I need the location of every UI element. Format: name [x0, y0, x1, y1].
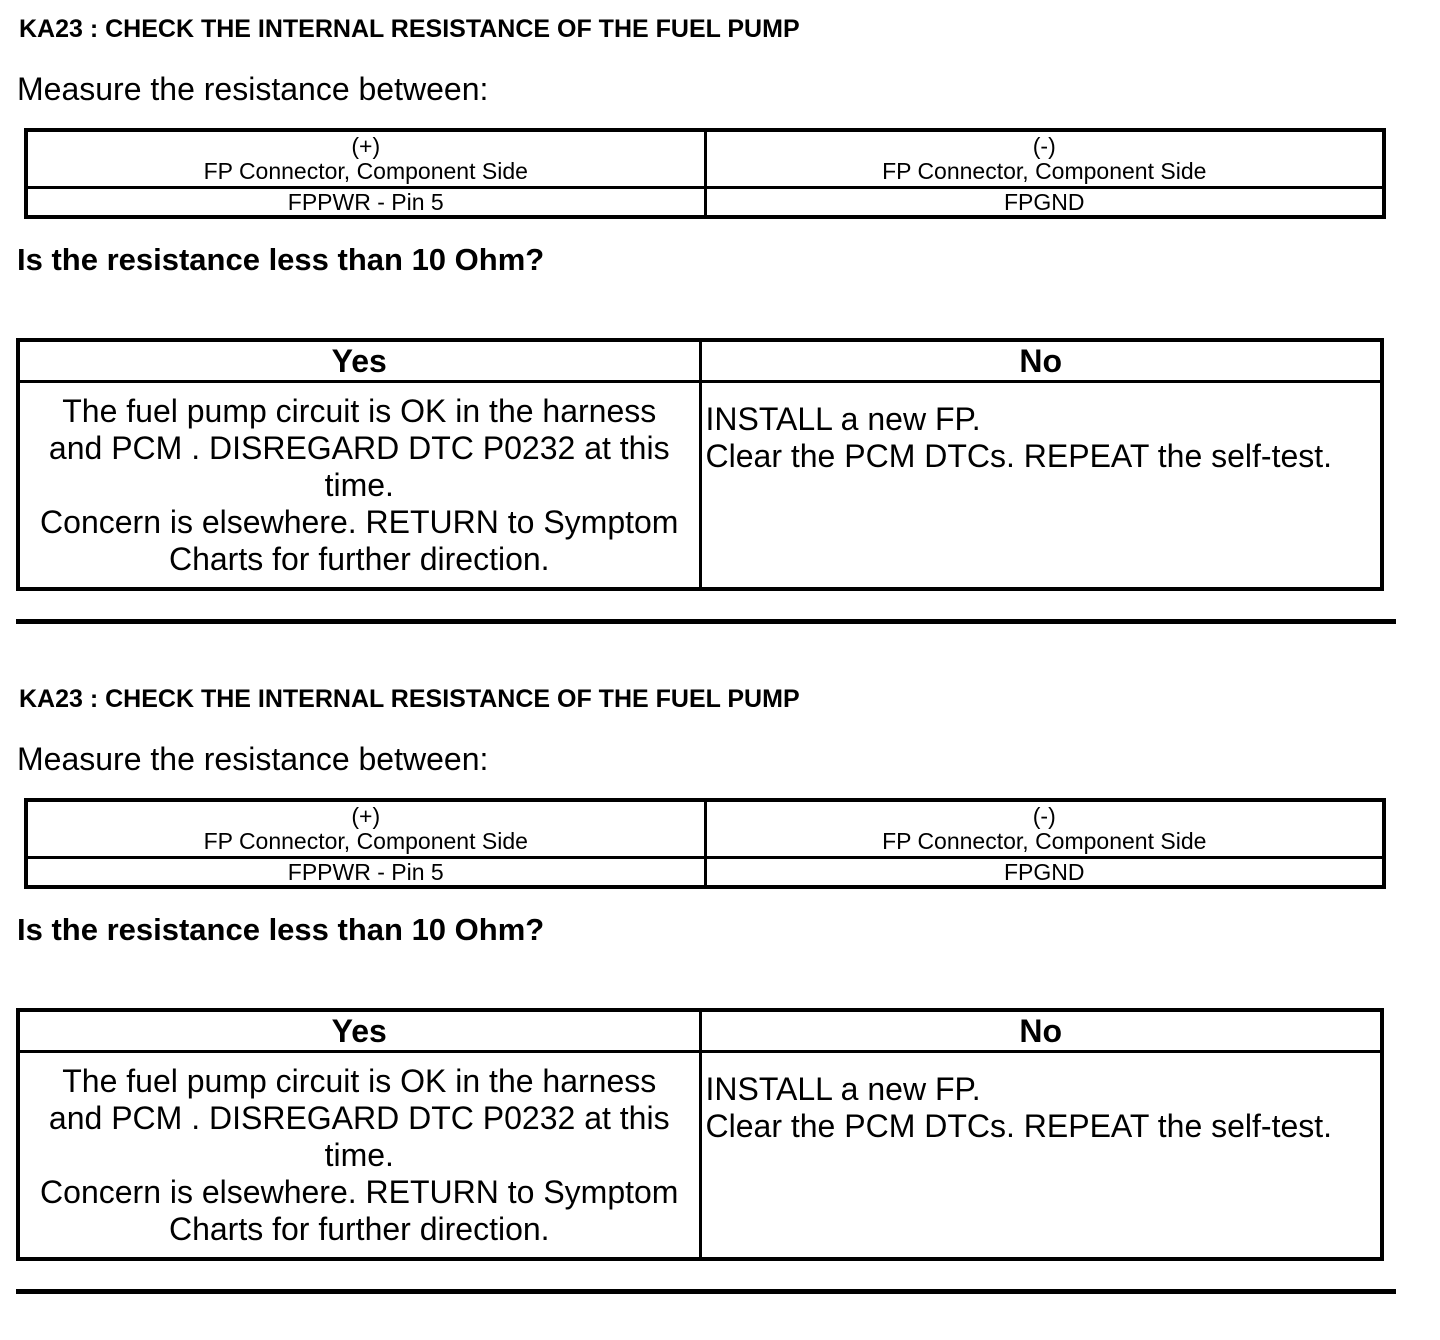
- no-line: Clear the PCM DTCs. REPEAT the self-test.: [705, 438, 1333, 474]
- section-divider: [16, 619, 1396, 624]
- resistance-question: Is the resistance less than 10 Ohm?: [17, 912, 545, 947]
- yes-line: time.: [324, 1136, 394, 1173]
- result-table: [16, 1008, 1384, 1261]
- negative-location: FP Connector, Component Side: [882, 828, 1207, 854]
- step-title: KA23 : CHECK THE INTERNAL RESISTANCE OF THE FUEL PUMP: [19, 15, 800, 43]
- yes-action: [18, 1052, 700, 1260]
- positive-probe-cell: [26, 800, 705, 858]
- positive-location: FP Connector, Component Side: [203, 828, 528, 854]
- positive-probe-cell: [26, 130, 705, 188]
- yes-action: [18, 382, 700, 590]
- negative-probe-cell: [705, 800, 1384, 858]
- no-header: No: [700, 1010, 1382, 1052]
- measurement-table: [24, 128, 1386, 219]
- yes-line: The fuel pump circuit is OK in the harness: [62, 392, 657, 429]
- yes-header: Yes: [18, 340, 700, 382]
- negative-pin: FPGND: [705, 858, 1384, 888]
- yes-line: and PCM . DISREGARD DTC P0232 at this: [48, 429, 670, 466]
- positive-polarity: (+): [351, 803, 381, 829]
- negative-probe-cell: [705, 130, 1384, 188]
- yes-line: The fuel pump circuit is OK in the harness: [62, 1062, 657, 1099]
- positive-pin: FPPWR - Pin 5: [26, 188, 705, 218]
- test-step-section: [0, 670, 1440, 1340]
- yes-line: Concern is elsewhere. RETURN to Symptom: [40, 503, 679, 540]
- measure-instruction: Measure the resistance between:: [17, 71, 489, 107]
- measure-instruction: Measure the resistance between:: [17, 741, 489, 777]
- no-line: INSTALL a new FP.: [705, 401, 981, 437]
- no-action: [700, 1052, 1382, 1260]
- section-divider: [16, 1289, 1396, 1294]
- no-line: Clear the PCM DTCs. REPEAT the self-test.: [705, 1108, 1333, 1144]
- resistance-question: Is the resistance less than 10 Ohm?: [17, 242, 545, 277]
- negative-polarity: (-): [1032, 803, 1056, 829]
- no-line: INSTALL a new FP.: [705, 1071, 981, 1107]
- no-header: No: [700, 340, 1382, 382]
- yes-line: time.: [324, 466, 394, 503]
- positive-pin: FPPWR - Pin 5: [26, 858, 705, 888]
- yes-line: and PCM . DISREGARD DTC P0232 at this: [48, 1099, 670, 1136]
- negative-location: FP Connector, Component Side: [882, 158, 1207, 184]
- negative-pin: FPGND: [705, 188, 1384, 218]
- negative-polarity: (-): [1032, 133, 1056, 159]
- no-action: [700, 382, 1382, 590]
- step-title: KA23 : CHECK THE INTERNAL RESISTANCE OF THE FUEL PUMP: [19, 685, 800, 713]
- yes-header: Yes: [18, 1010, 700, 1052]
- measurement-table: [24, 798, 1386, 889]
- yes-line: Charts for further direction.: [168, 1210, 550, 1247]
- yes-line: Charts for further direction.: [168, 540, 550, 577]
- positive-polarity: (+): [351, 133, 381, 159]
- result-table: [16, 338, 1384, 591]
- yes-line: Concern is elsewhere. RETURN to Symptom: [40, 1173, 679, 1210]
- positive-location: FP Connector, Component Side: [203, 158, 528, 184]
